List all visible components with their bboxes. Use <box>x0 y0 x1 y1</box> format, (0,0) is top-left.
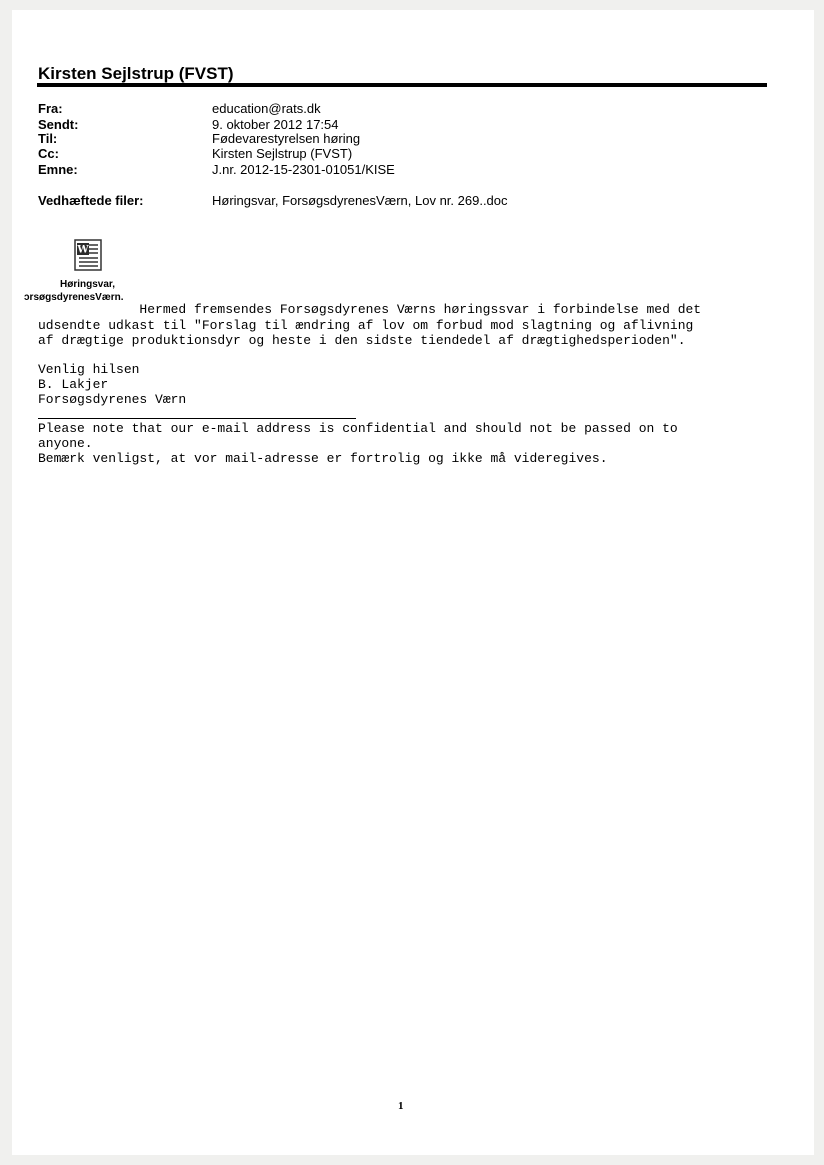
header-value-subject: J.nr. 2012-15-2301-01051/KISE <box>212 162 395 177</box>
disclaimer-line: anyone. <box>38 436 93 451</box>
signature-org: Forsøgsdyrenes Værn <box>38 392 187 407</box>
svg-text:W: W <box>77 244 89 256</box>
greeting: Venlig hilsen <box>38 362 140 377</box>
header-value-cc: Kirsten Sejlstrup (FVST) <box>212 146 353 161</box>
body-line: Hermed fremsendes Forsøgsdyrenes Værns høringssvar i forbindelse med det <box>38 302 702 317</box>
header-label-from: Fra: <box>38 101 63 116</box>
document-page <box>12 10 814 1155</box>
header-label-cc: Cc: <box>38 146 59 161</box>
header-label-subject: Emne: <box>38 162 78 177</box>
attachment-caption-line1: Høringsvar, <box>59 279 116 290</box>
header-label-sent: Sendt: <box>38 117 79 132</box>
header-label-attachments: Vedhæftede filer: <box>38 193 144 208</box>
header-value-to: Fødevarestyrelsen høring <box>212 131 361 146</box>
body-line: af drægtige produktionsdyr og heste i den sidste tiendedel af drægtighedsperioden". <box>38 333 686 348</box>
header-label-to: Til: <box>38 131 58 146</box>
header-value-sent: 9. oktober 2012 17:54 <box>212 117 339 132</box>
disclaimer-line: Please note that our e-mail address is confidential and should not be passed on to <box>38 421 678 436</box>
disclaimer-line: Bemærk venligst, at vor mail-adresse er fortrolig og ikke må videregives. <box>38 451 608 466</box>
attachment-caption[interactable] <box>24 278 145 304</box>
signature-divider <box>38 418 356 419</box>
signature-name: B. Lakjer <box>38 377 109 392</box>
attachment-caption-line2: ɔrsøgsdyrenesVærn. <box>24 292 124 303</box>
header-value-from[interactable]: education@rats.dk <box>212 101 321 116</box>
header-value-attachments[interactable]: Høringsvar, ForsøgsdyrenesVærn, Lov nr. 269..doc <box>212 193 508 208</box>
page-number: 1 <box>398 1100 404 1112</box>
word-document-icon[interactable] <box>71 238 105 272</box>
header-rule <box>37 83 767 87</box>
sender-name: Kirsten Sejlstrup (FVST) <box>38 64 234 83</box>
body-line: udsendte udkast til "Forslag til ændring af lov om forbud mod slagtning og aflivning <box>38 318 694 333</box>
